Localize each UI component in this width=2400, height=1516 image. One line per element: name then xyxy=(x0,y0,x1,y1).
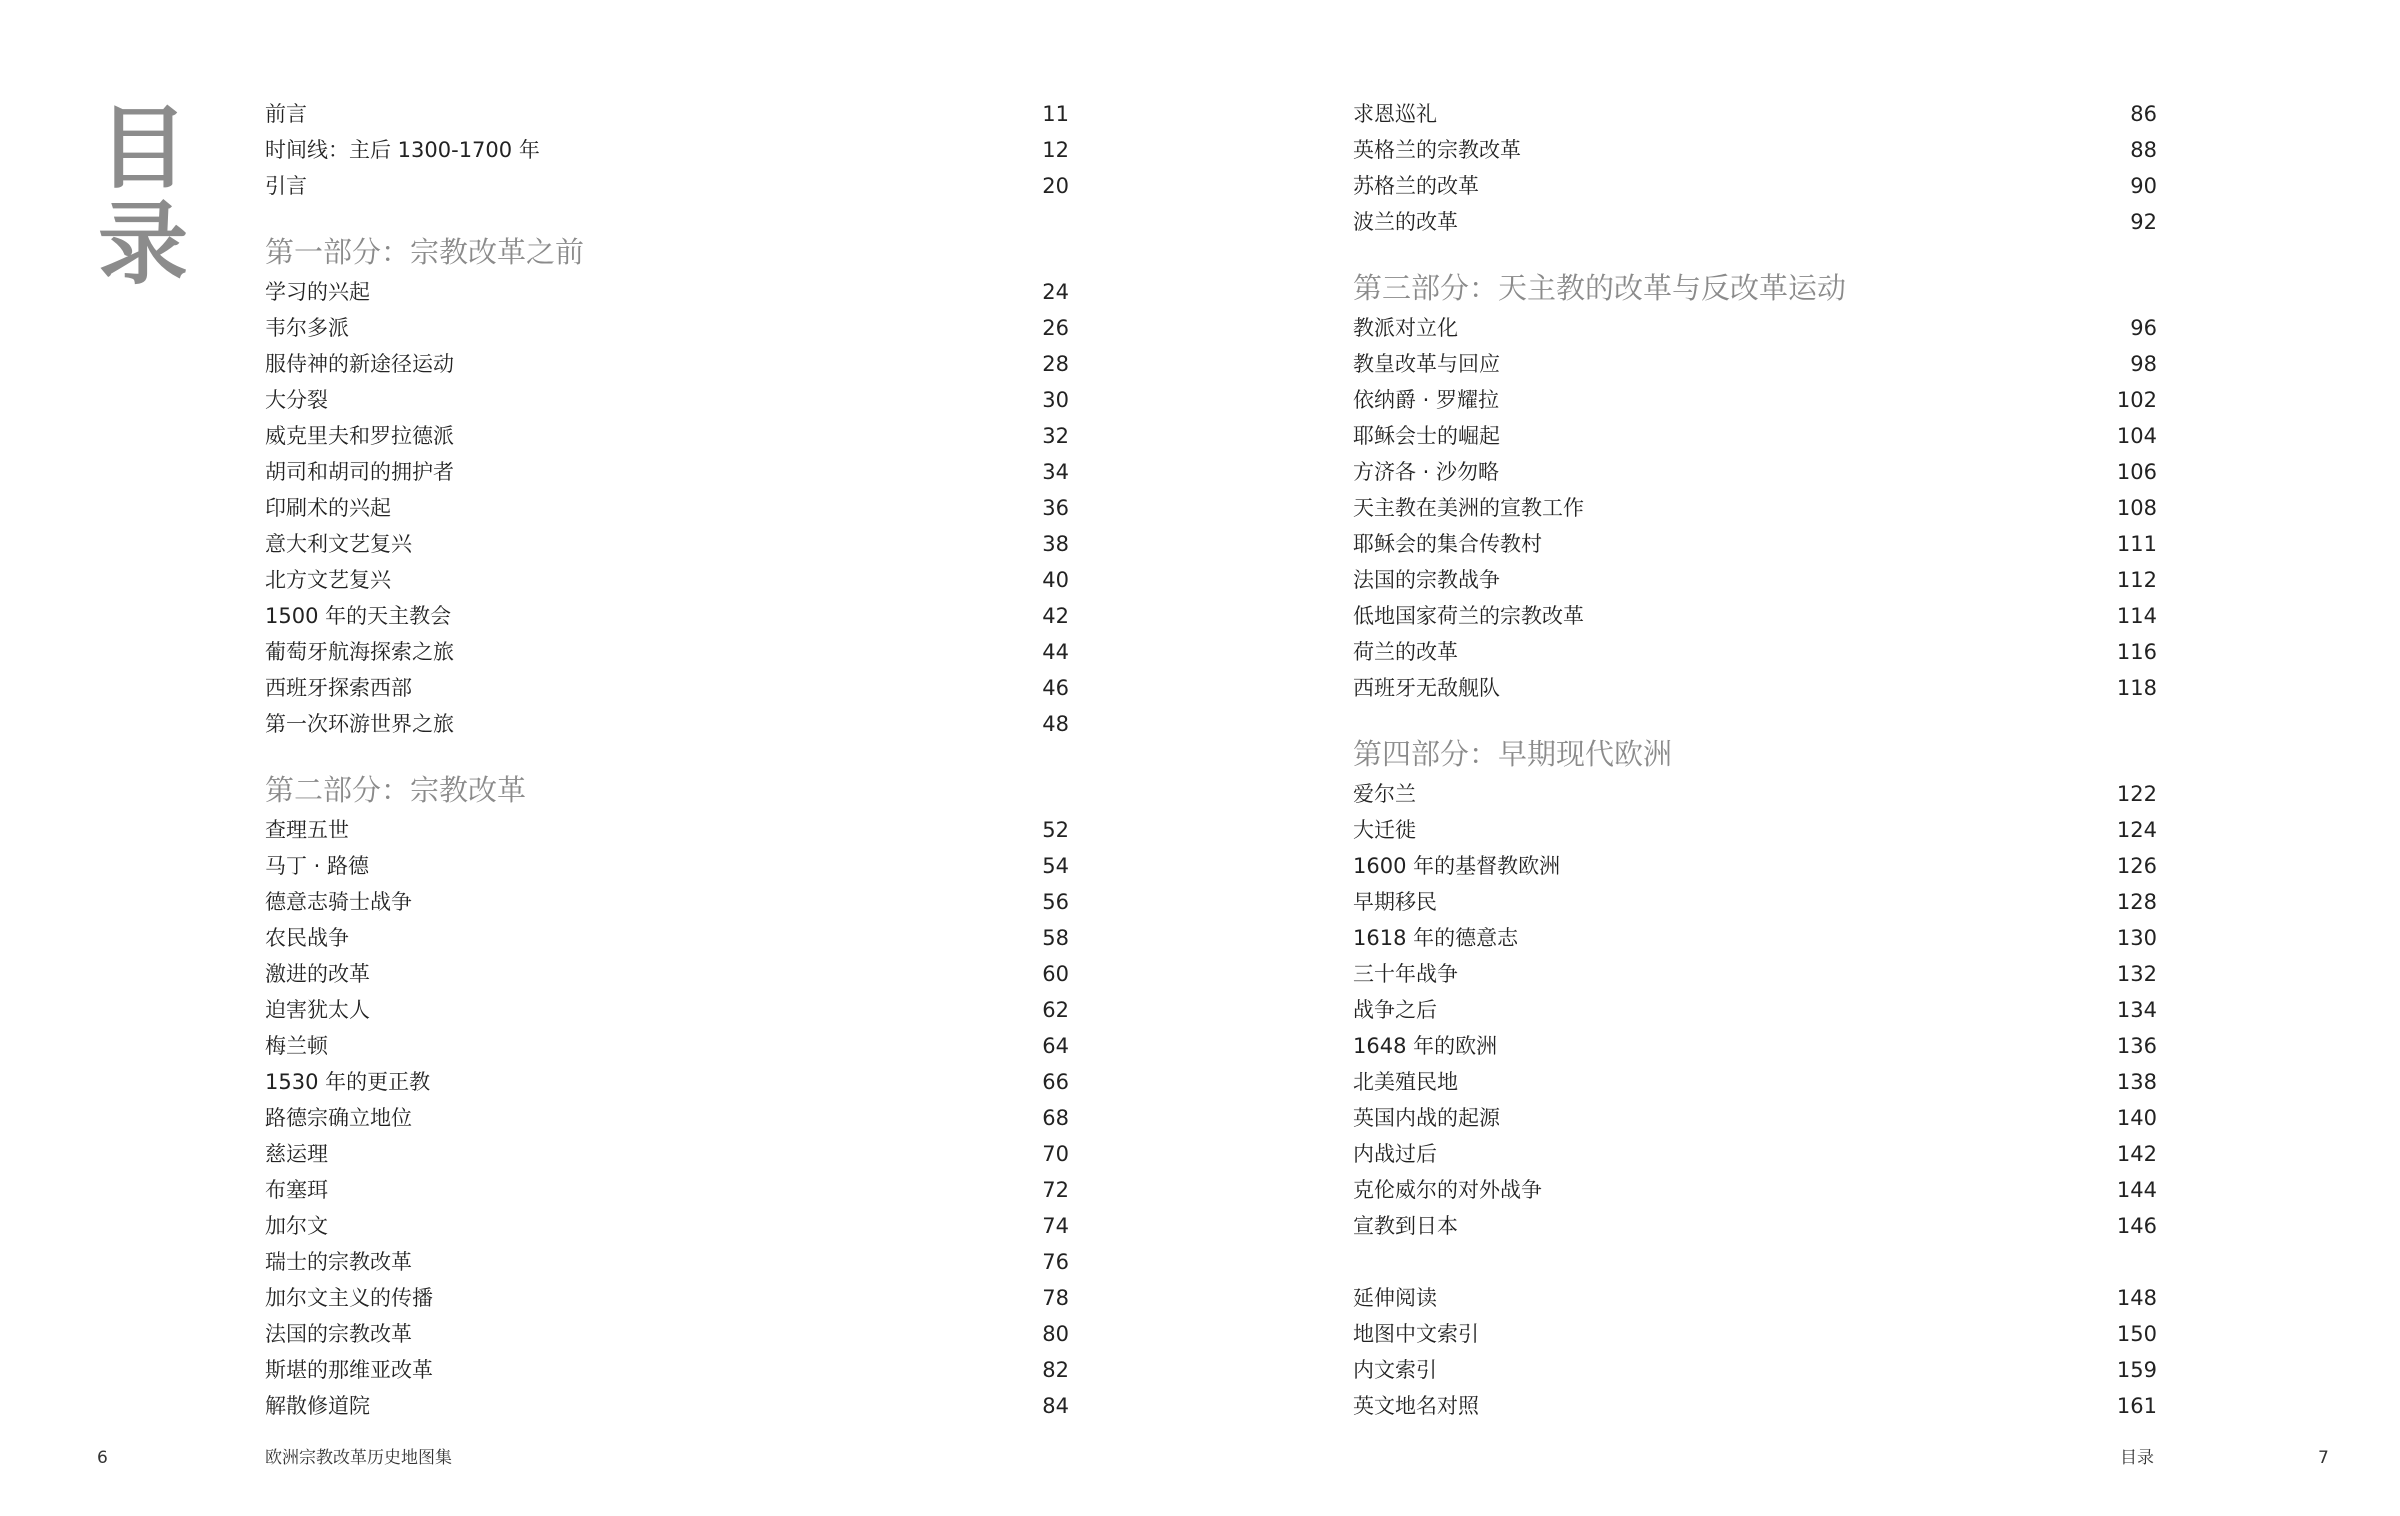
toc-entry xyxy=(265,1172,1069,1208)
toc-entry xyxy=(265,1208,1069,1244)
toc-entry xyxy=(265,562,1069,598)
toc-entry-title: 英国内战的起源 xyxy=(1353,1106,1500,1130)
toc-entry xyxy=(1353,1028,2157,1064)
toc-entry-title: 宣教到日本 xyxy=(1353,1214,1458,1238)
toc-entry xyxy=(265,1316,1069,1352)
toc-entry-page: 106 xyxy=(2116,460,2157,484)
toc-entry-title: 苏格兰的改革 xyxy=(1353,174,1479,198)
toc-entry-page: 124 xyxy=(2116,818,2157,842)
toc-entry xyxy=(1353,1388,2157,1424)
toc-entry-title: 西班牙探索西部 xyxy=(265,676,412,700)
toc-entry-page: 74 xyxy=(1042,1214,1069,1238)
toc-part-2-list xyxy=(265,812,1069,1424)
toc-entry xyxy=(265,1388,1069,1424)
toc-entry-page: 32 xyxy=(1042,424,1069,448)
contents-title-char-2: 录 xyxy=(98,191,188,297)
right-running-title: 目录 xyxy=(2120,1448,2154,1468)
toc-entry xyxy=(1353,884,2157,920)
toc-entry xyxy=(265,418,1069,454)
toc-entry-title: 前言 xyxy=(265,102,307,126)
toc-entry-title: 求恩巡礼 xyxy=(1353,102,1437,126)
toc-entry xyxy=(265,1244,1069,1280)
toc-entry-title: 1530 年的更正教 xyxy=(265,1070,431,1094)
toc-entry xyxy=(1353,670,2157,706)
toc-entry xyxy=(1353,1172,2157,1208)
toc-entry xyxy=(265,382,1069,418)
toc-entry-title: 马丁 · 路德 xyxy=(265,854,370,878)
toc-entry-page: 96 xyxy=(2130,316,2157,340)
toc-entry-page: 80 xyxy=(1042,1322,1069,1346)
toc-entry-page: 36 xyxy=(1042,496,1069,520)
toc-right-column xyxy=(1353,96,2157,1424)
toc-entry-title: 服侍神的新途径运动 xyxy=(265,352,454,376)
toc-entry-title: 教派对立化 xyxy=(1353,316,1458,340)
toc-entry xyxy=(1353,310,2157,346)
toc-entry-title: 第一次环游世界之旅 xyxy=(265,712,454,736)
toc-entry-title: 查理五世 xyxy=(265,818,349,842)
toc-entry-title: 韦尔多派 xyxy=(265,316,349,340)
toc-entry-page: 24 xyxy=(1042,280,1069,304)
toc-entry-page: 68 xyxy=(1042,1106,1069,1130)
toc-entry-page: 142 xyxy=(2116,1142,2157,1166)
toc-entry-title: 1648 年的欧洲 xyxy=(1353,1034,1498,1058)
toc-entry-page: 159 xyxy=(2116,1358,2157,1382)
toc-entry-page: 40 xyxy=(1042,568,1069,592)
toc-entry xyxy=(265,526,1069,562)
toc-entry-title: 葡萄牙航海探索之旅 xyxy=(265,640,454,664)
toc-entry-title: 慈运理 xyxy=(265,1142,328,1166)
toc-entry-title: 内战过后 xyxy=(1353,1142,1437,1166)
toc-entry xyxy=(1353,1316,2157,1352)
toc-entry-title: 延伸阅读 xyxy=(1353,1286,1437,1310)
toc-entry-page: 44 xyxy=(1042,640,1069,664)
toc-entry xyxy=(265,670,1069,706)
toc-entry xyxy=(265,1136,1069,1172)
toc-entry-page: 20 xyxy=(1042,174,1069,198)
toc-entry-title: 教皇改革与回应 xyxy=(1353,352,1500,376)
toc-entry-page: 56 xyxy=(1042,890,1069,914)
toc-entry-page: 108 xyxy=(2116,496,2157,520)
toc-entry xyxy=(1353,168,2157,204)
toc-entry-page: 98 xyxy=(2130,352,2157,376)
toc-entry-page: 114 xyxy=(2116,604,2157,628)
toc-entry-title: 胡司和胡司的拥护者 xyxy=(265,460,454,484)
toc-entry-title: 克伦威尔的对外战争 xyxy=(1353,1178,1542,1202)
toc-entry-page: 126 xyxy=(2116,854,2157,878)
toc-entry-title: 梅兰顿 xyxy=(265,1034,328,1058)
toc-entry xyxy=(265,132,1069,168)
toc-entry-title: 迫害犹太人 xyxy=(265,998,370,1022)
toc-entry xyxy=(265,884,1069,920)
toc-entry xyxy=(1353,1100,2157,1136)
toc-entry-page: 54 xyxy=(1042,854,1069,878)
toc-entry-title: 路德宗确立地位 xyxy=(265,1106,412,1130)
toc-entry-title: 天主教在美洲的宣教工作 xyxy=(1353,496,1584,520)
toc-entry-title: 瑞士的宗教改革 xyxy=(265,1250,412,1274)
part-2-heading: 第二部分：宗教改革 xyxy=(265,773,527,807)
toc-entry-title: 斯堪的那维亚改革 xyxy=(265,1358,433,1382)
toc-entry-title: 意大利文艺复兴 xyxy=(265,532,412,556)
toc-entry xyxy=(265,274,1069,310)
toc-entry xyxy=(265,848,1069,884)
toc-entry-page: 78 xyxy=(1042,1286,1069,1310)
toc-entry xyxy=(1353,382,2157,418)
toc-entry-page: 118 xyxy=(2116,676,2157,700)
toc-entry xyxy=(1353,598,2157,634)
toc-entry-title: 威克里夫和罗拉德派 xyxy=(265,424,454,448)
toc-entry-page: 90 xyxy=(2130,174,2157,198)
toc-entry-title: 依纳爵 · 罗耀拉 xyxy=(1353,388,1500,412)
toc-entry-page: 138 xyxy=(2116,1070,2157,1094)
toc-entry-page: 136 xyxy=(2116,1034,2157,1058)
right-page-number: 7 xyxy=(2318,1448,2329,1468)
part-4-heading: 第四部分：早期现代欧洲 xyxy=(1353,737,1673,771)
toc-entry-title: 三十年战争 xyxy=(1353,962,1458,986)
toc-entry xyxy=(265,96,1069,132)
toc-entry-page: 34 xyxy=(1042,460,1069,484)
toc-entry xyxy=(1353,634,2157,670)
toc-entry-title: 加尔文主义的传播 xyxy=(265,1286,433,1310)
toc-entry-title: 内文索引 xyxy=(1353,1358,1437,1382)
part-3-heading: 第三部分：天主教的改革与反改革运动 xyxy=(1353,271,1847,305)
toc-entry-title: 西班牙无敌舰队 xyxy=(1353,676,1500,700)
toc-entry-title: 德意志骑士战争 xyxy=(265,890,412,914)
toc-entry-title: 法国的宗教改革 xyxy=(265,1322,412,1346)
toc-entry-title: 早期移民 xyxy=(1353,890,1437,914)
toc-entry-title: 北美殖民地 xyxy=(1353,1070,1458,1094)
toc-entry-title: 战争之后 xyxy=(1353,998,1437,1022)
toc-part-4-list xyxy=(1353,776,2157,1244)
toc-entry-page: 104 xyxy=(2116,424,2157,448)
toc-entry-title: 农民战争 xyxy=(265,926,349,950)
toc-entry-title: 英文地名对照 xyxy=(1353,1394,1479,1418)
left-running-title: 欧洲宗教改革历史地图集 xyxy=(265,1448,452,1468)
toc-entry xyxy=(1353,96,2157,132)
toc-entry xyxy=(1353,956,2157,992)
toc-entry-page: 112 xyxy=(2116,568,2157,592)
toc-entry-page: 146 xyxy=(2116,1214,2157,1238)
toc-entry-page: 130 xyxy=(2116,926,2157,950)
toc-entry xyxy=(1353,1064,2157,1100)
toc-entry xyxy=(265,1028,1069,1064)
toc-entry-title: 北方文艺复兴 xyxy=(265,568,391,592)
toc-entry xyxy=(1353,812,2157,848)
toc-entry xyxy=(1353,1136,2157,1172)
toc-entry xyxy=(1353,1208,2157,1244)
toc-entry-page: 72 xyxy=(1042,1178,1069,1202)
toc-entry-page: 144 xyxy=(2116,1178,2157,1202)
toc-entry xyxy=(265,310,1069,346)
toc-entry-page: 52 xyxy=(1042,818,1069,842)
toc-entry-title: 引言 xyxy=(265,174,307,198)
toc-entry xyxy=(1353,454,2157,490)
toc-entry-page: 46 xyxy=(1042,676,1069,700)
toc-entry xyxy=(1353,1280,2157,1316)
toc-entry-page: 42 xyxy=(1042,604,1069,628)
toc-entry-page: 62 xyxy=(1042,998,1069,1022)
left-page-number: 6 xyxy=(97,1448,108,1468)
toc-entry xyxy=(265,454,1069,490)
toc-entry-title: 大迁徙 xyxy=(1353,818,1416,842)
toc-entry xyxy=(1353,920,2157,956)
toc-entry-page: 66 xyxy=(1042,1070,1069,1094)
toc-entry xyxy=(1353,776,2157,812)
toc-part-3-list xyxy=(1353,310,2157,706)
toc-entry-title: 1500 年的天主教会 xyxy=(265,604,452,628)
toc-entry-title: 大分裂 xyxy=(265,388,328,412)
toc-entry xyxy=(1353,526,2157,562)
toc-entry-title: 英格兰的宗教改革 xyxy=(1353,138,1521,162)
toc-entry-page: 26 xyxy=(1042,316,1069,340)
toc-entry-page: 134 xyxy=(2116,998,2157,1022)
toc-entry xyxy=(265,1100,1069,1136)
toc-entry-page: 161 xyxy=(2116,1394,2157,1418)
toc-entry xyxy=(265,634,1069,670)
toc-entry-title: 时间线：主后 1300-1700 年 xyxy=(265,138,540,162)
toc-front-matter xyxy=(265,96,1069,204)
toc-entry-title: 1600 年的基督教欧洲 xyxy=(1353,854,1561,878)
toc-entry xyxy=(1353,1352,2157,1388)
toc-entry-title: 低地国家荷兰的宗教改革 xyxy=(1353,604,1584,628)
toc-entry-title: 地图中文索引 xyxy=(1353,1322,1479,1346)
toc-entry xyxy=(265,812,1069,848)
toc-entry-page: 140 xyxy=(2116,1106,2157,1130)
toc-entry xyxy=(1353,418,2157,454)
toc-entry xyxy=(1353,132,2157,168)
toc-entry-page: 128 xyxy=(2116,890,2157,914)
toc-entry-page: 116 xyxy=(2116,640,2157,664)
toc-entry xyxy=(1353,992,2157,1028)
toc-entry xyxy=(265,956,1069,992)
toc-entry xyxy=(1353,490,2157,526)
toc-entry xyxy=(265,346,1069,382)
toc-entry-page: 88 xyxy=(2130,138,2157,162)
toc-entry xyxy=(265,706,1069,742)
toc-entry-page: 11 xyxy=(1042,102,1069,126)
toc-entry-title: 学习的兴起 xyxy=(265,280,370,304)
toc-entry xyxy=(265,920,1069,956)
toc-entry-page: 86 xyxy=(2130,102,2157,126)
toc-entry-title: 法国的宗教战争 xyxy=(1353,568,1500,592)
toc-entry-title: 耶稣会士的崛起 xyxy=(1353,424,1500,448)
toc-entry-title: 1618 年的德意志 xyxy=(1353,926,1519,950)
toc-entry-page: 70 xyxy=(1042,1142,1069,1166)
toc-entry xyxy=(265,168,1069,204)
toc-entry-title: 印刷术的兴起 xyxy=(265,496,391,520)
toc-entry-page: 58 xyxy=(1042,926,1069,950)
toc-entry xyxy=(265,992,1069,1028)
part-1-heading: 第一部分：宗教改革之前 xyxy=(265,235,585,269)
toc-part-2-continued-list xyxy=(1353,96,2157,240)
toc-entry-title: 耶稣会的集合传教村 xyxy=(1353,532,1542,556)
toc-entry-title: 激进的改革 xyxy=(265,962,370,986)
toc-entry xyxy=(265,1280,1069,1316)
toc-entry-title: 荷兰的改革 xyxy=(1353,640,1458,664)
toc-entry-page: 84 xyxy=(1042,1394,1069,1418)
toc-entry-page: 30 xyxy=(1042,388,1069,412)
toc-entry-title: 方济各 · 沙勿略 xyxy=(1353,460,1500,484)
toc-back-matter xyxy=(1353,1280,2157,1424)
toc-entry-page: 102 xyxy=(2116,388,2157,412)
toc-entry xyxy=(1353,848,2157,884)
toc-entry-title: 解散修道院 xyxy=(265,1394,370,1418)
toc-entry-title: 加尔文 xyxy=(265,1214,328,1238)
toc-entry-title: 布塞珥 xyxy=(265,1178,328,1202)
toc-entry-page: 122 xyxy=(2116,782,2157,806)
toc-entry-page: 111 xyxy=(2116,532,2157,556)
toc-entry-page: 12 xyxy=(1042,138,1069,162)
toc-entry xyxy=(1353,204,2157,240)
toc-entry-page: 60 xyxy=(1042,962,1069,986)
toc-entry-page: 48 xyxy=(1042,712,1069,736)
toc-entry-page: 28 xyxy=(1042,352,1069,376)
contents-title xyxy=(98,95,194,297)
toc-entry xyxy=(265,1352,1069,1388)
toc-entry xyxy=(265,598,1069,634)
toc-left-column xyxy=(265,96,1069,1424)
toc-entry-page: 150 xyxy=(2116,1322,2157,1346)
toc-entry xyxy=(265,490,1069,526)
toc-entry-page: 92 xyxy=(2130,210,2157,234)
toc-entry-page: 148 xyxy=(2116,1286,2157,1310)
contents-title-char-1: 目 xyxy=(98,95,188,201)
toc-entry-page: 82 xyxy=(1042,1358,1069,1382)
toc-entry xyxy=(1353,562,2157,598)
toc-entry-page: 132 xyxy=(2116,962,2157,986)
toc-entry-title: 爱尔兰 xyxy=(1353,782,1416,806)
toc-entry-title: 波兰的改革 xyxy=(1353,210,1458,234)
toc-entry-page: 64 xyxy=(1042,1034,1069,1058)
toc-part-1-list xyxy=(265,274,1069,742)
toc-entry-page: 76 xyxy=(1042,1250,1069,1274)
toc-entry xyxy=(265,1064,1069,1100)
toc-entry-page: 38 xyxy=(1042,532,1069,556)
toc-entry xyxy=(1353,346,2157,382)
